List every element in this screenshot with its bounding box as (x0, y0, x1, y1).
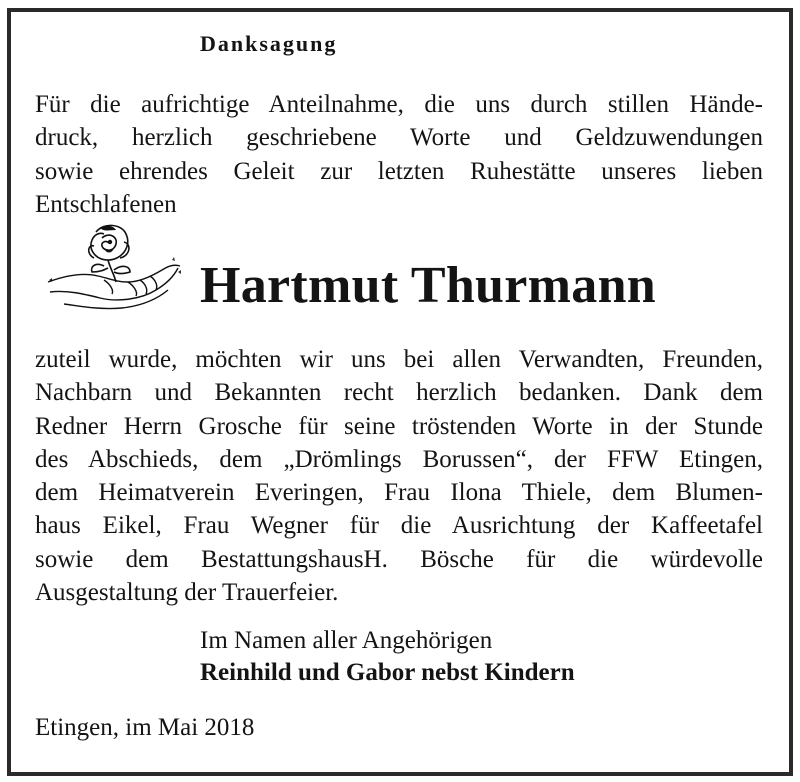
body-line: zuteil wurde, möchten wir uns bei allen Verwandten, Freunden, (35, 346, 763, 373)
hands-holding-rose-icon (44, 220, 184, 315)
signature-names: Reinhild und Gabor nebst Kindern (200, 659, 575, 686)
intro-line: Entschlafenen (35, 190, 177, 218)
deceased-name: Hartmut Thurmann (200, 257, 657, 314)
body-line: des Abschieds, dem „Drömlings Borussen“, der FFW Etingen, (35, 445, 763, 473)
signature-intro: Im Namen aller Angehörigen (200, 627, 493, 654)
place-date: Etingen, im Mai 2018 (35, 714, 255, 741)
notice-heading: Danksagung (200, 31, 338, 56)
body-line: sowie dem BestattungshausH. Bösche für die würdevolle (35, 545, 763, 573)
intro-line: Für die aufrichtige Anteilnahme, die uns durch stillen Hände- (35, 91, 763, 118)
body-line: dem Heimatverein Everingen, Frau Ilona Thiele, dem Blumen- (35, 479, 763, 507)
intro-line: druck, herzlich geschriebene Worte und Geldzuwendungen (35, 124, 763, 152)
body-line: haus Eikel, Frau Wegner für die Ausrichtung der Kaffeetafel (35, 512, 763, 540)
body-paragraph (35, 343, 763, 609)
body-line: Redner Herrn Grosche für seine tröstenden Worte in der Stunde (35, 412, 763, 440)
intro-line: sowie ehrendes Geleit zur letzten Ruhestätte unseres lieben (35, 157, 763, 185)
body-line: Ausgestaltung der Trauerfeier. (35, 579, 339, 607)
body-line: Nachbarn und Bekannten recht herzlich bedanken. Dank dem (35, 379, 763, 407)
intro-paragraph (35, 88, 763, 221)
